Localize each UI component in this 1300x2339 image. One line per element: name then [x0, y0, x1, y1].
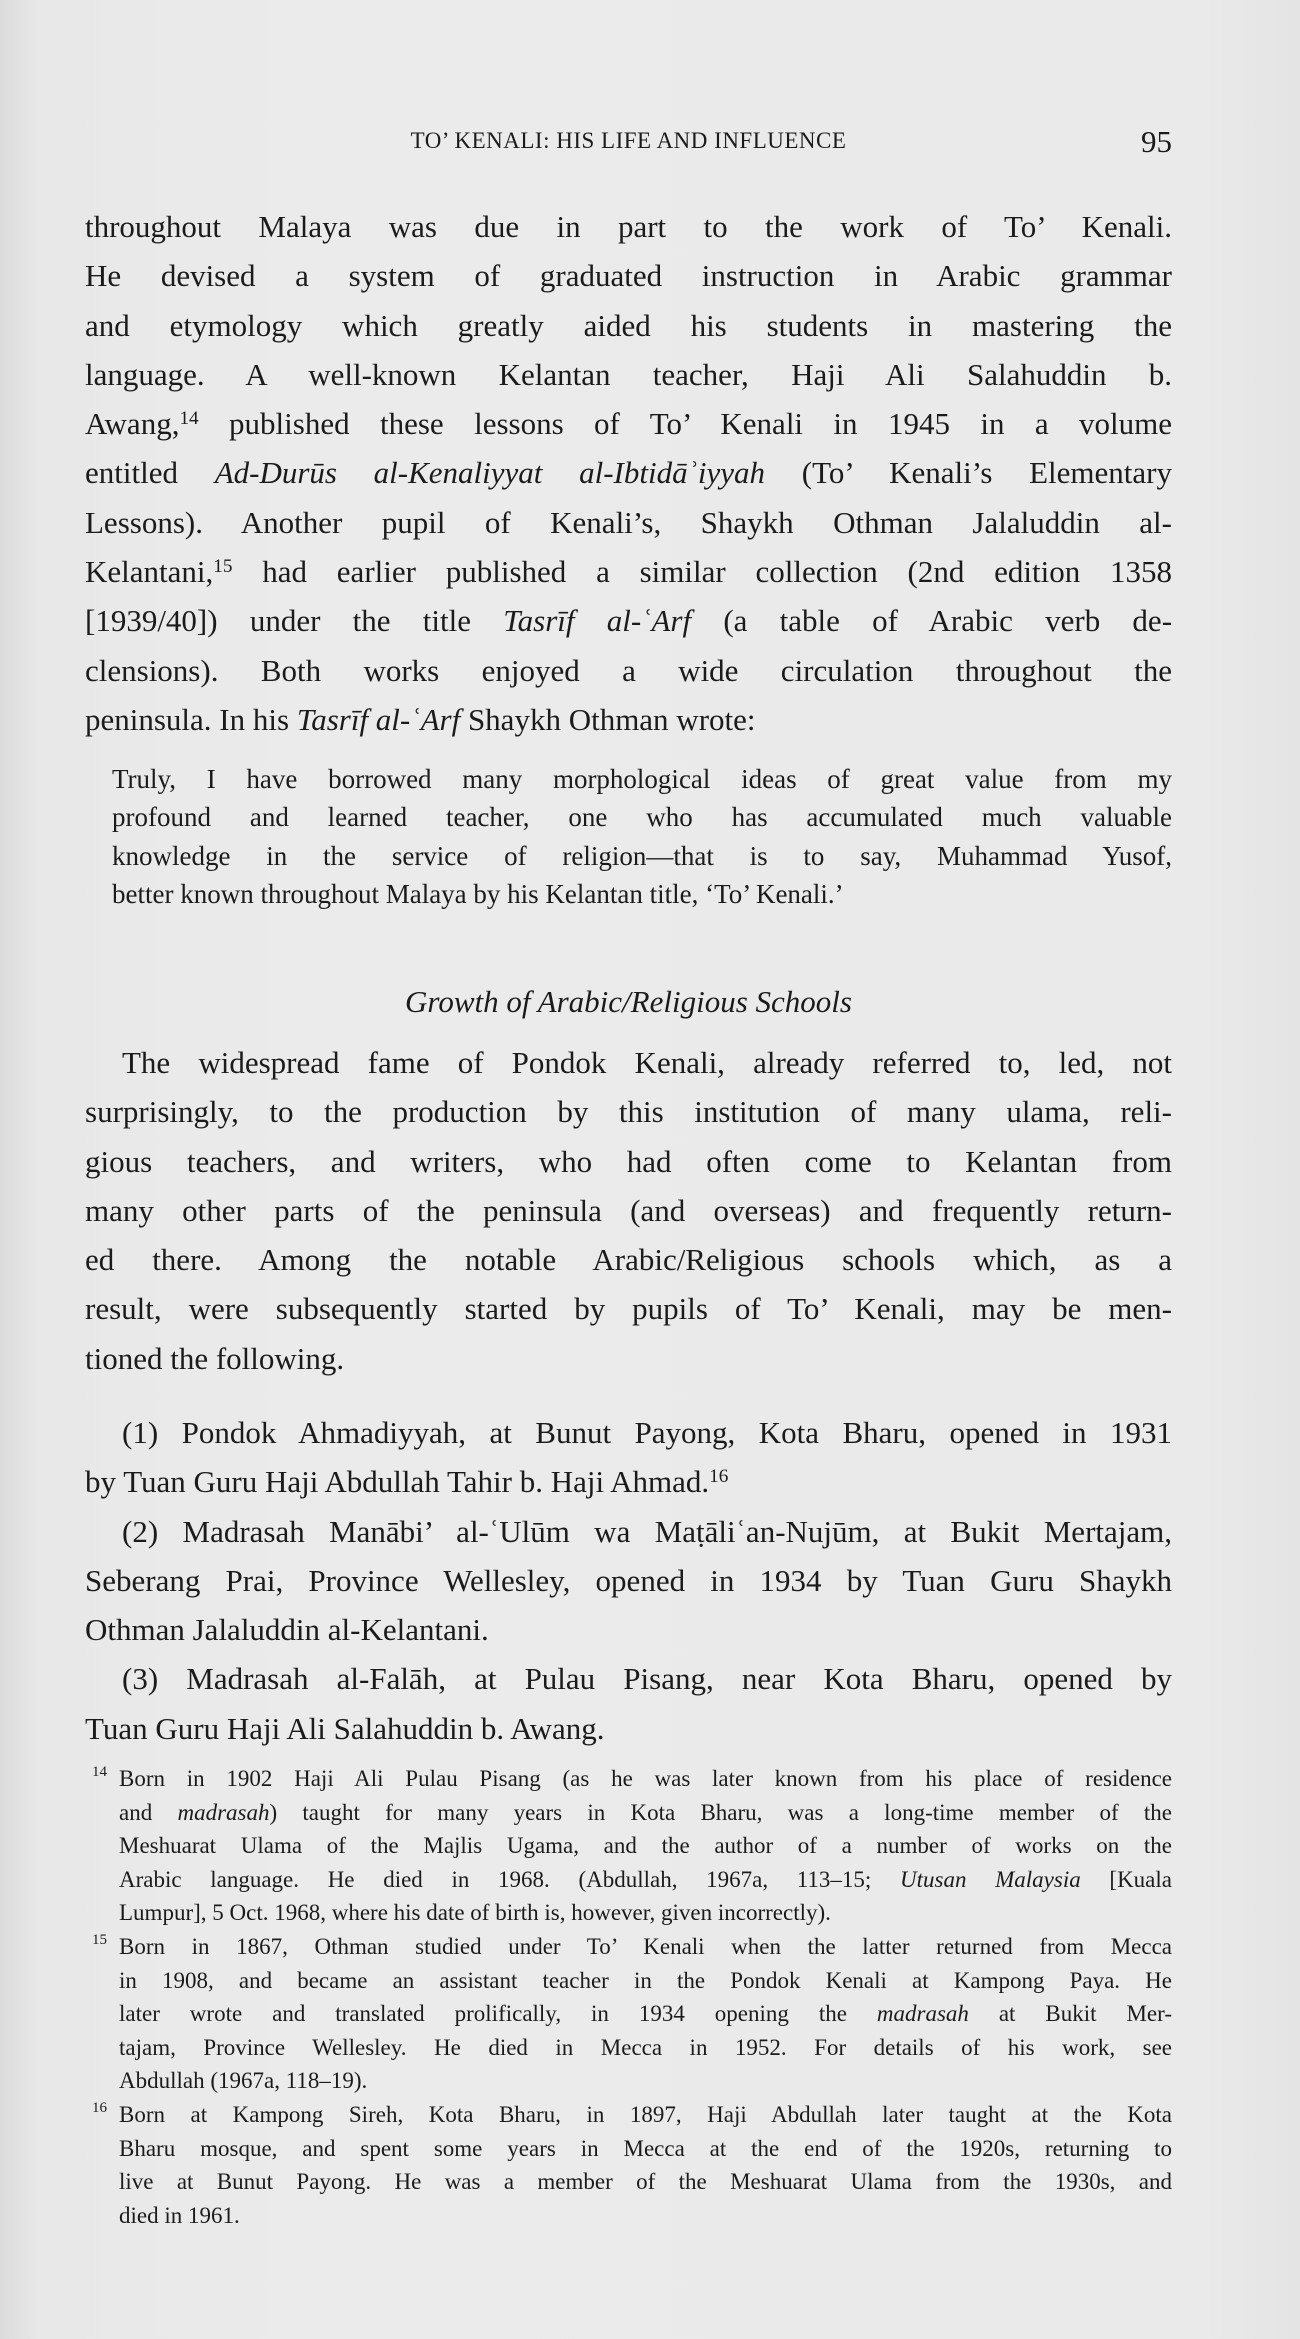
text-line: Born in 1902 Haji Ali Pulau Pisang (as he was later known from his place of residence	[119, 1766, 1172, 1791]
footnote	[92, 2098, 1172, 2232]
text-line: many other parts of the peninsula (and overseas) and frequently return-	[85, 1192, 1172, 1228]
text-line: Lumpur], 5 Oct. 1968, where his date of birth is, however, given incorrectly).	[119, 1900, 831, 1926]
text-line: (2) Madrasah Manābi’ al-ʿUlūm wa Maṭāliʿan-Nujūm, at Bukit Mertajam,	[122, 1513, 1172, 1549]
text-line: language. A well-known Kelantan teacher, Haji Ali Salahuddin b.	[85, 356, 1172, 392]
text-line: Othman Jalaluddin al-Kelantani.	[85, 1612, 489, 1648]
text-line: Kelantani,$^{15}$ had earlier published a similar collection (2nd edition 1358	[85, 554, 1172, 590]
text-line: knowledge in the service of religion—that is to say, Muhammad Yusof,	[112, 840, 1172, 871]
text-line: (1) Pondok Ahmadiyyah, at Bunut Payong, Kota Bharu, opened in 1931	[122, 1415, 1172, 1450]
italic-title: Tasrīf al-ʿArf	[296, 701, 461, 737]
text-line: tajam, Province Wellesley. He died in Mecca in 1952. For details of his work, see	[119, 2034, 1172, 2060]
body-paragraph-2	[85, 1038, 1172, 1383]
footnote-number: 16	[92, 2099, 107, 2116]
italic-title: madrasah	[177, 1799, 270, 1825]
text-line: Tuan Guru Haji Ali Salahuddin b. Awang.	[85, 1710, 605, 1746]
text-line: Meshuarat Ulama of the Majlis Ugama, and the author of a number of works on the	[119, 1833, 1172, 1859]
text-line: peninsula. In his Tasrīf al-ʿArf Shaykh Othman wrote:	[85, 701, 756, 737]
text-line: Abdullah (1967a, 118–19).	[119, 2068, 368, 2094]
footnote-number: 14	[92, 1764, 107, 1780]
text-line: Truly, I have borrowed many morphological ideas of great value from my	[112, 764, 1172, 794]
text-line: better known throughout Malaya by his Kelantan title, ‘To’ Kenali.’	[112, 878, 844, 909]
footnote-reference: 14	[179, 407, 199, 429]
text-line: He devised a system of graduated instruction in Arabic grammar	[85, 258, 1172, 294]
italic-title: madrasah	[876, 2001, 969, 2027]
running-title: TO’ KENALI: HIS LIFE AND INFLUENCE	[410, 128, 847, 153]
text-line: profound and learned teacher, one who has accumulated much valuable	[112, 802, 1172, 833]
text-line: throughout Malaya was due in part to the work of To’ Kenali.	[85, 209, 1172, 244]
text-line: gious teachers, and writers, who had often come to Kelantan from	[85, 1143, 1172, 1179]
text-line: tioned the following.	[85, 1340, 345, 1376]
text-line: Born in 1867, Othman studied under To’ Kenali when the latter returned from Mecca	[119, 1933, 1172, 1959]
text-line: Seberang Prai, Province Wellesley, opened in 1934 by Tuan Guru Shaykh	[85, 1562, 1172, 1598]
text-line: Awang,$^{14}$ published these lessons of To’ Kenali in 1945 in a volume	[85, 406, 1172, 442]
text-line: [1939/40]) under the title Tasrīf al-ʿArf (a table of Arabic verb de-	[85, 603, 1173, 639]
text-line: died in 1961.	[119, 2202, 240, 2228]
text-line: later wrote and translated prolifically, in 1934 opening the madrasah at Bukit Mer-	[119, 2001, 1172, 2027]
footnote-number: 15	[92, 1931, 107, 1948]
text-line: Arabic language. He died in 1968. (Abdullah, 1967a, 113–15; Utusan Malaysia [Kuala	[119, 1866, 1172, 1892]
footnote-reference: 15	[213, 555, 233, 577]
text-line: and etymology which greatly aided his students in mastering the	[85, 307, 1172, 343]
text-line: clensions). Both works enjoyed a wide circulation throughout the	[85, 652, 1172, 688]
italic-title: Utusan Malaysia	[900, 1866, 1081, 1892]
italic-title: Tasrīf al-ʿArf	[503, 603, 692, 639]
schools-list	[85, 1408, 1172, 1753]
italic-title: Ad-Durūs al-Kenaliyyat al-Ibtidāʾiyyah	[214, 455, 766, 491]
text-line: entitled Ad-Durūs al-Kenaliyyat al-Ibtidāʾiyyah (To’ Kenali’s Elementary	[85, 455, 1172, 491]
text-line: (3) Madrasah al-Falāh, at Pulau Pisang, near Kota Bharu, opened by	[122, 1661, 1172, 1697]
block-quote	[112, 760, 1172, 913]
text-line: by Tuan Guru Haji Abdullah Tahir b. Haji Ahmad.$^{16}$	[85, 1464, 729, 1500]
text-line: Lessons). Another pupil of Kenali’s, Shaykh Othman Jalaluddin al-	[85, 504, 1172, 540]
running-header	[85, 124, 1172, 164]
body-paragraph-1	[85, 202, 1172, 744]
text-line: result, were subsequently started by pupils of To’ Kenali, may be men-	[85, 1291, 1172, 1327]
text-line: The widespread fame of Pondok Kenali, already referred to, led, not	[122, 1045, 1172, 1080]
text-line: surprisingly, to the production by this institution of many ulama, reli-	[85, 1094, 1172, 1130]
footnote	[92, 1762, 1172, 1930]
page-number: 95	[1141, 124, 1172, 159]
footnote	[92, 1930, 1172, 2098]
footnote-reference: 16	[709, 1465, 729, 1487]
text-line: Born at Kampong Sireh, Kota Bharu, in 1897, Haji Abdullah later taught at the Kota	[119, 2101, 1172, 2127]
section-heading: Growth of Arabic/Religious Schools	[405, 984, 852, 1019]
text-line: in 1908, and became an assistant teacher in the Pondok Kenali at Kampong Paya. He	[119, 1967, 1172, 1993]
text-line: and madrasah) taught for many years in Kota Bharu, was a long-time member of the	[119, 1799, 1172, 1825]
text-line: live at Bunut Payong. He was a member of the Meshuarat Ulama from the 1930s, and	[119, 2169, 1172, 2195]
text-line: Bharu mosque, and spent some years in Mecca at the end of the 1920s, returning to	[119, 2135, 1172, 2161]
text-line: ed there. Among the notable Arabic/Religious schools which, as a	[85, 1242, 1172, 1278]
footnotes	[92, 1762, 1172, 2232]
